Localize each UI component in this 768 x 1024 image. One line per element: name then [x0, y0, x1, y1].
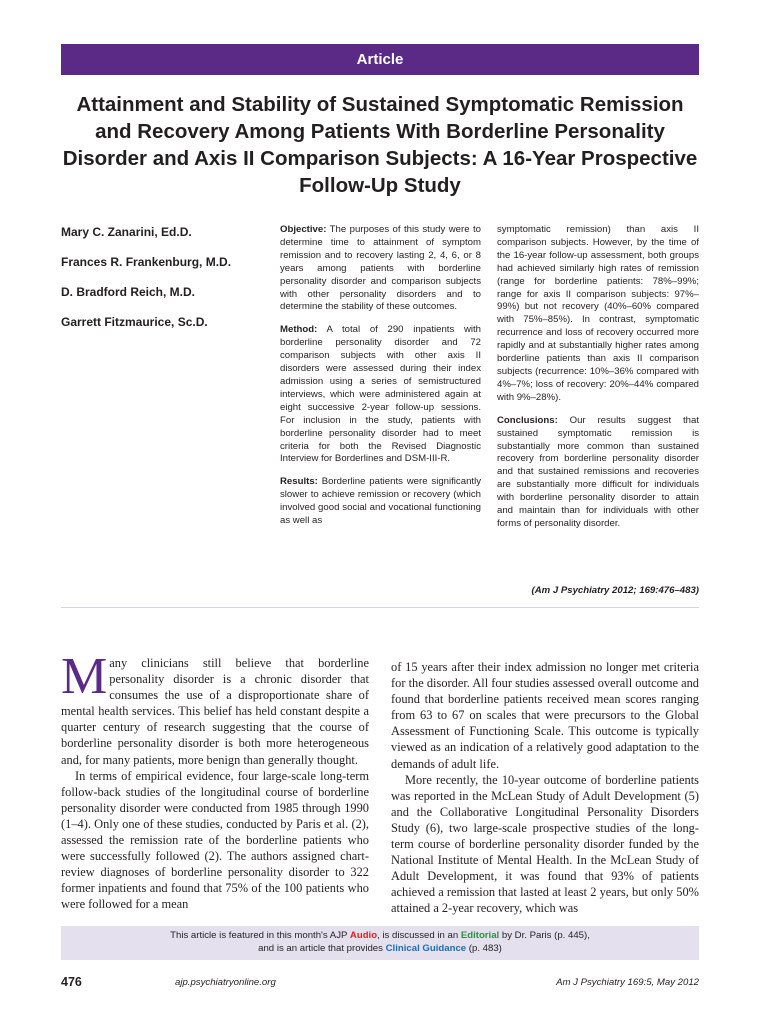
- method-heading: Method:: [280, 324, 318, 336]
- body-column-left: [61, 648, 369, 913]
- objective-heading: Objective:: [280, 224, 327, 235]
- page-number: 476: [61, 975, 82, 989]
- notice-line-1: [61, 929, 699, 942]
- author-name: Mary C. Zanarini, Ed.D.: [61, 225, 192, 239]
- notice-text: , is discussed in an: [377, 930, 461, 941]
- notice-text: This article is featured in this month's AJP: [170, 930, 350, 941]
- objective-text: The purposes of this study were to determine time to attainment of symptom remission and to recovery lasting 2, 4, 6, or 8 years among patients with borderline personality disorder and comparison subjects with other personality disorders and to determine the stability of these outcomes.: [280, 224, 481, 313]
- results-heading: Results:: [280, 476, 318, 488]
- abstract-objective: [280, 224, 481, 314]
- body-paragraph: of 15 years after their index admission no longer met criteria for the disorder. All four studies assessed overall outcome and found that borderline patients received mean scores ranging from 63 to 67 on scales that were precursors to the Global Assessment of Functioning Scale. This outcome is typically viewed as an indication of a relatively good adaptation to the demands of adult life.: [391, 660, 699, 771]
- article-type-label: Article: [356, 51, 404, 68]
- body-paragraph: In terms of empirical evidence, four large-scale long-term follow-back studies of the longitudinal course of borderline personality disorder were conducted from 1985 through 1990 (1–4). Only one of these studies, conducted by Paris et al. (2), assessed the remission rate of the borderline patients who were successfully followed (2). The authors assigned chart-review diagnoses of borderline personality disorder to 322 former inpatients and found that 75% of the 100 patients who were followed for a mean: [61, 768, 369, 912]
- author-name: D. Bradford Reich, M.D.: [61, 285, 196, 299]
- method-text: A total of 290 inpatients with borderline personality disorder and 72 comparison subjects with other axis II disorders were assessed during their index admission using a series of semistructured interviews, which were administered again at eight successive 2-year follow-up sessions. For inclusion in the study, patients with borderline personality disorder had to meet criteria for both the Revised Diagnostic Interview for Borderlines and DSM-III-R.: [280, 324, 482, 465]
- notice-text: by Dr. Paris (p. 445),: [499, 930, 590, 941]
- notice-text: and is an article that provides: [258, 943, 386, 954]
- abstract-results: [280, 476, 481, 528]
- author-name: Garrett Fitzmaurice, Sc.D.: [61, 315, 208, 329]
- abstract-method: [280, 324, 481, 466]
- feature-notice-box: [61, 926, 699, 960]
- notice-line-2: [61, 942, 699, 955]
- author-list: [61, 225, 271, 345]
- notice-text: (p. 483): [466, 943, 502, 954]
- article-title: Attainment and Stability of Sustained Symptomatic Remission and Recovery Among Patients With Borderline Personality Disorder and Axis II Comparison Subjects: A 16-Year Prospective Follow-Up Study: [62, 93, 698, 197]
- abstract-column-right: [497, 224, 699, 541]
- journal-website-link[interactable]: ajp.psychiatryonline.org: [175, 977, 276, 988]
- section-divider: [61, 607, 699, 608]
- audio-link[interactable]: Audio: [349, 930, 378, 941]
- conclusions-heading: Conclusions:: [497, 414, 558, 426]
- body-column-right: [391, 659, 699, 917]
- author-name: Frances R. Frankenburg, M.D.: [61, 255, 232, 269]
- abstract-column-left: [280, 224, 481, 538]
- abstract-results-continued: symptomatic remission) than axis II comparison subjects. However, by the time of the 16-year follow-up assessment, both groups had achieved similarly high rates of remission (range for borderline patients: 78%–99%; range for axis II comparison subjects: 97%–99%) but not recovery (40%–60% compared with 75%–85%). In contrast, symptomatic recurrence and loss of recovery occurred more rapidly and at substantially higher rates among borderline patients than axis II comparison subjects (recurrence: 10%–36% compared with 4%–7%; loss of recovery: 20%–44% compared with 9%–28%).: [497, 224, 699, 403]
- journal-issue: Am J Psychiatry 169:5, May 2012: [556, 977, 699, 988]
- body-paragraph: [61, 648, 369, 768]
- editorial-link[interactable]: Editorial: [460, 930, 500, 941]
- article-citation: (Am J Psychiatry 2012; 169:476–483): [531, 585, 699, 596]
- conclusions-text: Our results suggest that sustained symptomatic remission is substantially more common than sustained recovery from borderline personality disorder and that sustained remissions and recoveries are substantially more difficult for individuals with borderline personality disorder to attain and maintain than for individuals with other forms of personality disorder.: [497, 414, 699, 529]
- clinical-guidance-link[interactable]: Clinical Guidance: [385, 943, 467, 954]
- results-text: Borderline patients were significantly slower to achieve remission or recovery (which involved good social and vocational functioning as well as: [280, 476, 481, 527]
- body-paragraph-text: any clinicians still believe that borderline personality disorder is a chronic disorder that consumes the use of a disproportionate share of mental health services. This belief has held constant despite a quarter century of research suggesting that the course of borderline personality disorder is both more heterogeneous and, for many patients, more benign than generally thought.: [61, 656, 369, 767]
- abstract-conclusions: [497, 415, 699, 531]
- body-paragraph: More recently, the 10-year outcome of borderline patients was reported in the McLean Study of Adult Development (5) and the Collaborative Longitudinal Personality Disorders Study (6), two large-scale prospective studies of the long-term course of borderline personality disorder funded by the National Institute of Mental Health. In the McLean Study of Adult Development, it was found that 93% of patients achieved a remission that lasted at least 2 years, but only 50% attained a 2-year recovery, which was: [391, 772, 699, 916]
- drop-cap: M: [61, 648, 108, 705]
- article-type-banner: [61, 44, 699, 75]
